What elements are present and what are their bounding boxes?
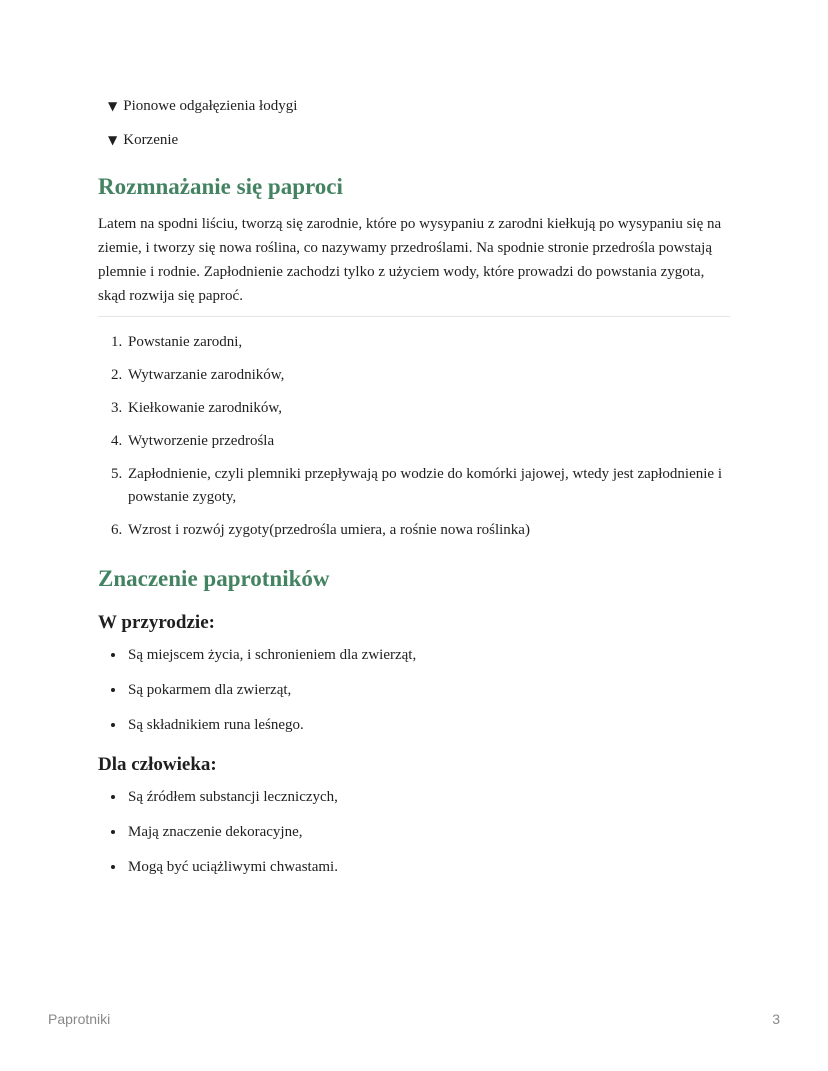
list-item: 5. Zapłodnienie, czyli plemniki przepływają po wodzie do komórki jajowej, wtedy jest zapłodnienie i powstanie zygoty, [126, 463, 730, 509]
triangle-down-icon[interactable]: ▼ [108, 99, 118, 113]
toggle-item[interactable] [108, 130, 730, 150]
section-heading-reproduction: Rozmnażanie się paproci [98, 174, 343, 199]
toggle-label: Pionowe odgałęzienia łodygi [123, 98, 298, 114]
list-item: 3. Kiełkowanie zarodników, [126, 397, 730, 420]
toggle-item[interactable] [108, 96, 730, 116]
list-item: • Są składnikiem runa leśnego. [126, 714, 730, 736]
subheading-human: Dla człowieka: [98, 754, 217, 775]
list-item: • Mają znaczenie dekoracyjne, [126, 821, 730, 843]
list-item: 2. Wytwarzanie zarodników, [126, 364, 730, 387]
list-item: 6. Wzrost i rozwój zygoty(przedrośla umiera, a rośnie nowa roślinka) [126, 519, 730, 542]
list-item: • Są pokarmem dla zwierząt, [126, 679, 730, 701]
list-item: • Mogą być uciążliwymi chwastami. [126, 856, 730, 878]
list-item: 1. Powstanie zarodni, [126, 331, 730, 354]
footer-document-title: Paprotniki [48, 1011, 111, 1027]
human-bullets-list [98, 786, 730, 878]
list-item: • Są źródłem substancji leczniczych, [126, 786, 730, 808]
section-heading-importance: Znaczenie paprotników [98, 566, 330, 591]
toggle-label: Korzenie [123, 132, 179, 148]
nature-bullets-list [98, 644, 730, 736]
divider [98, 316, 730, 317]
toggle-list [98, 96, 730, 150]
page-content [98, 96, 730, 891]
footer-page-number: 3 [772, 1011, 780, 1027]
subheading-nature: W przyrodzie: [98, 612, 215, 633]
list-item: • Są miejscem życia, i schronieniem dla zwierząt, [126, 644, 730, 666]
triangle-down-icon[interactable]: ▼ [108, 133, 118, 147]
reproduction-steps-list [98, 331, 730, 542]
reproduction-paragraph: Latem na spodni liściu, tworzą się zarodnie, które po wysypaniu z zarodni kiełkują po wysypaniu się na ziemie, i tworzy się nowa roślina, co nazywamy przedroślami. Na spodnie stronie przedrośla powstają plemnie i rodnie. Zapłodnienie zachodzi tylko z użyciem wody, które prowadzi do powstania zygota, skąd rozwija się paproć. [98, 216, 722, 304]
list-item: 4. Wytworzenie przedrośla [126, 430, 730, 453]
